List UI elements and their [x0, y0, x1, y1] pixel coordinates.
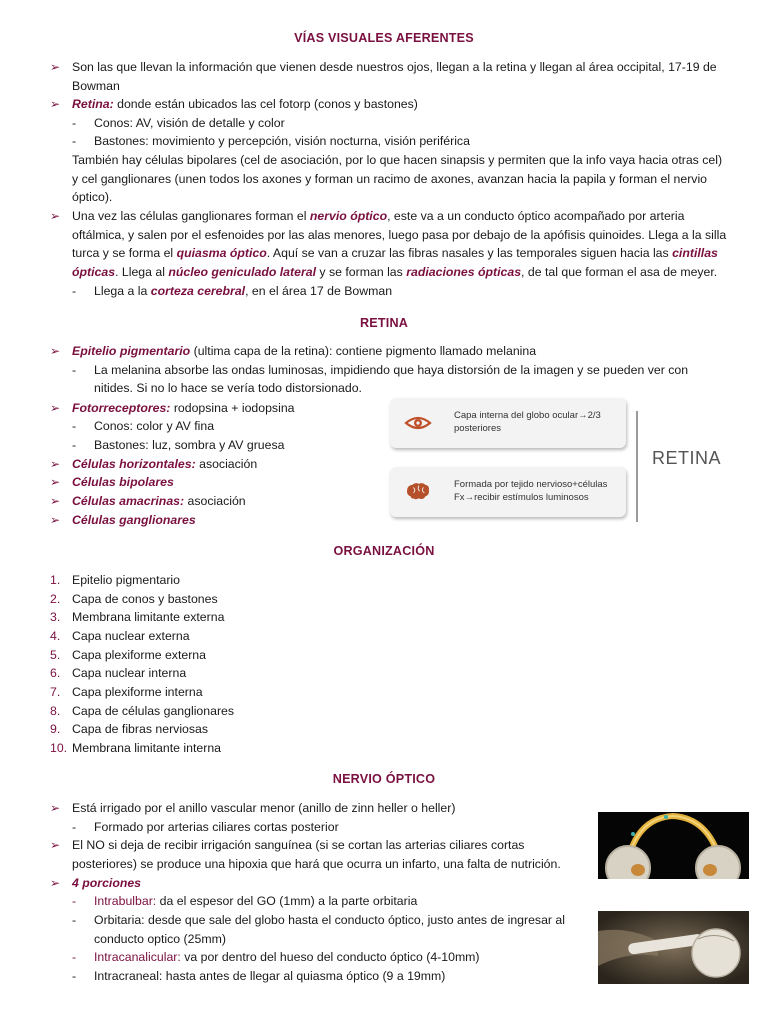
- bracket-divider: [636, 411, 638, 522]
- text-run: (ultima capa de la retina): contiene pigmento llamado melanina: [190, 344, 537, 358]
- paragraph-intro-line1: Son las que llevan la información que vienen desde nuestros ojos, llegan a la retina y llegan al área occipital, 17-19 de: [72, 60, 717, 74]
- text-run: posteriores: [454, 423, 501, 434]
- bullet-arrow: ➢: [50, 876, 61, 890]
- bullet-arrow: ➢: [50, 513, 61, 527]
- text-run: , en el área 17 de Bowman: [245, 284, 393, 298]
- bullet-arrow: ➢: [50, 401, 61, 415]
- paragraph-retina: [72, 95, 732, 114]
- list-number: 7.: [50, 685, 61, 699]
- term-intrabulbar: Intrabulbar:: [94, 894, 157, 908]
- paragraph-path-line2: oftálmica, y salen por el esfenoides por las alas menores, luego pasa por debajo de la apófisis quinoides. Llega a la silla: [72, 228, 727, 242]
- optic-nerve-illustration: [598, 812, 749, 879]
- retina-card-location: [390, 398, 626, 448]
- item-ganglionares: [72, 511, 372, 530]
- sub-item-intracraneal: Intracraneal: hasta antes de llegar al quiasma óptico (9 a 19mm): [94, 969, 446, 983]
- term-amacrinas: Células amacrinas:: [72, 494, 185, 508]
- item-bipolares: [72, 473, 372, 492]
- text-run: turca y se forma el: [72, 246, 177, 260]
- term-intracanalicular: Intracanalicular:: [94, 950, 181, 964]
- text-run: Una vez las células ganglionares forman el: [72, 209, 310, 223]
- bullet-arrow: ➢: [50, 97, 61, 111]
- sub-item-corteza: [94, 282, 734, 301]
- section-title-vias-visuales: VÍAS VISUALES AFERENTES: [294, 31, 474, 45]
- dash-marker: -: [72, 419, 77, 433]
- list-number: 2.: [50, 592, 61, 606]
- bullet-arrow: ➢: [50, 344, 61, 358]
- text-run: da el espesor del GO (1mm) a la parte orbitaria: [156, 894, 418, 908]
- sub-item-ciliares: Formado por arterias ciliares cortas posterior: [94, 820, 339, 834]
- term-quiasma-optico: quiasma óptico: [176, 246, 267, 260]
- text-run: y se forman las: [316, 265, 407, 279]
- arrow-glyph: →: [578, 410, 588, 421]
- text-run: asociación: [195, 457, 258, 471]
- dash-marker: -: [72, 894, 77, 908]
- dash-marker: -: [72, 363, 77, 377]
- paragraph-path-line3: [72, 244, 732, 263]
- list-item: Membrana limitante interna: [72, 741, 221, 755]
- term-horizontales: Células horizontales:: [72, 457, 196, 471]
- sub-item-orbitaria-line1: Orbitaria: desde que sale del globo hasta el conducto óptico, justo antes de ingresar al: [94, 913, 565, 927]
- term-nucleo-geniculado: núcleo geniculado lateral: [168, 265, 316, 279]
- text-run: , de tal que forman el asa de meyer.: [521, 265, 718, 279]
- bullet-arrow: ➢: [50, 838, 61, 852]
- term-fotorreceptores: Fotorreceptores:: [72, 401, 171, 415]
- sub-item-bastones: Bastones: movimiento y percepción, visión nocturna, visión periférica: [94, 134, 470, 148]
- sub-item-melanina-line2: nitides. Si no lo hace se vería todo distorsionado.: [94, 381, 362, 395]
- term-opticas: ópticas: [72, 265, 116, 279]
- list-item: Capa de fibras nerviosas: [72, 722, 209, 736]
- sub-item-conos-2: Conos: color y AV fina: [94, 419, 215, 433]
- card-location-text: [454, 409, 619, 435]
- dash-marker: -: [72, 969, 77, 983]
- term-epitelio: Epitelio pigmentario: [72, 344, 191, 358]
- term-4-porciones: 4 porciones: [72, 876, 142, 890]
- dash-marker: -: [72, 116, 77, 130]
- sub-item-conos: Conos: AV, visión de detalle y color: [94, 116, 285, 130]
- dash-marker: -: [72, 820, 77, 834]
- dash-marker: -: [72, 950, 77, 964]
- text-run: recibir estímulos luminosos: [474, 492, 589, 503]
- term-ganglionares: Células ganglionares: [72, 513, 196, 527]
- item-hipoxia-line1: El NO si deja de recibir irrigación sanguínea (si se cortan las arterias ciliares cortas: [72, 838, 525, 852]
- text-run: Formada por tejido nervioso+células: [454, 479, 608, 490]
- text-run: rodopsina + iodopsina: [170, 401, 295, 415]
- list-number: 10.: [50, 741, 68, 755]
- list-item: Capa de células ganglionares: [72, 704, 235, 718]
- sub-item-melanina-line1: La melanina absorbe las ondas luminosas, impidiendo que haya distorsión de la imagen y se pueden ver con: [94, 363, 689, 377]
- item-porciones: [72, 874, 372, 893]
- list-number: 9.: [50, 722, 61, 736]
- text-run: 2/3: [587, 410, 601, 421]
- list-number: 8.: [50, 704, 61, 718]
- bullet-arrow: ➢: [50, 209, 61, 223]
- sub-item-intrabulbar: [94, 892, 584, 911]
- card-function-text: [454, 478, 619, 504]
- item-amacrinas: [72, 492, 372, 511]
- retina-card-function: [390, 467, 626, 517]
- eye-globe-illustration: [598, 911, 749, 984]
- sub-item-bastones-2: Bastones: luz, sombra y AV gruesa: [94, 438, 285, 452]
- arrow-glyph: →: [464, 492, 475, 503]
- item-irrigacion: Está irrigado por el anillo vascular menor (anillo de zinn heller o heller): [72, 801, 456, 815]
- item-epitelio: [72, 342, 732, 361]
- term-bipolares: Células bipolares: [72, 475, 174, 489]
- list-item: Capa de conos y bastones: [72, 592, 218, 606]
- section-title-organizacion: ORGANIZACIÓN: [333, 544, 435, 558]
- bullet-arrow: ➢: [50, 60, 61, 74]
- list-item: Membrana limitante externa: [72, 610, 225, 624]
- text-run: . Aquí se van a cruzar las fibras nasales y las temporales siguen hacia las: [266, 246, 673, 260]
- text-run: asociación: [184, 494, 246, 508]
- item-hipoxia-line2: posteriores) se produce una hipoxia que hará que ocurra un infarto, una falta de nutrición.: [72, 857, 561, 871]
- paragraph-bipolares-line1: También hay células bipolares (cel de asociación, por lo que hacen sinapsis y permiten que la info vaya hacia otras cel): [72, 153, 723, 167]
- term-cintillas: cintillas: [672, 246, 718, 260]
- text-run: . Llega al: [115, 265, 169, 279]
- text-run: , este va a un conducto óptico acompañado por arteria: [387, 209, 685, 223]
- list-item: Capa nuclear externa: [72, 629, 190, 643]
- list-item: Epitelio pigmentario: [72, 573, 181, 587]
- section-title-retina: RETINA: [359, 316, 409, 330]
- paragraph-bipolares-line3: óptico).: [72, 190, 113, 204]
- item-horizontales: [72, 455, 372, 474]
- list-item: Capa nuclear interna: [72, 666, 187, 680]
- section-title-nervio-optico: NERVIO ÓPTICO: [332, 772, 436, 786]
- term-radiaciones-opticas: radiaciones ópticas: [406, 265, 522, 279]
- dash-marker: -: [72, 284, 77, 298]
- paragraph-path-line4: [72, 263, 732, 282]
- bullet-arrow: ➢: [50, 457, 61, 471]
- sub-item-orbitaria-line2: conducto optico (25mm): [94, 932, 226, 946]
- paragraph-intro-line2: Bowman: [72, 79, 120, 93]
- eye-icon: [404, 413, 432, 433]
- term-corteza-cerebral: corteza cerebral: [150, 284, 246, 298]
- dash-marker: -: [72, 438, 77, 452]
- text-run: Fx: [454, 492, 465, 503]
- brain-icon: [404, 482, 432, 502]
- paragraph-bipolares-line2: y cel ganglionares (unen todos los axones y forman un racimo de axones, avanzan hacia la papila y forman el nervio: [72, 172, 708, 186]
- list-number: 5.: [50, 648, 61, 662]
- term-retina: Retina:: [72, 97, 114, 111]
- list-number: 1.: [50, 573, 61, 587]
- bullet-arrow: ➢: [50, 475, 61, 489]
- bullet-arrow: ➢: [50, 494, 61, 508]
- term-nervio-optico: nervio óptico: [309, 209, 388, 223]
- retina-desc: donde están ubicados las cel fotorp (conos y bastones): [113, 97, 418, 111]
- dash-marker: -: [72, 913, 77, 927]
- list-number: 4.: [50, 629, 61, 643]
- retina-side-label: RETINA: [652, 448, 722, 468]
- text-run: Capa interna del globo ocular: [454, 410, 579, 421]
- text-run: va por dentro del hueso del conducto óptico (4-10mm): [180, 950, 480, 964]
- sub-item-intracanalicular: [94, 948, 584, 967]
- list-item: Capa plexiforme interna: [72, 685, 203, 699]
- paragraph-path-line1: [72, 207, 732, 226]
- list-item: Capa plexiforme externa: [72, 648, 206, 662]
- dash-marker: -: [72, 134, 77, 148]
- list-number: 3.: [50, 610, 61, 624]
- list-number: 6.: [50, 666, 61, 680]
- text-run: Llega a la: [94, 284, 151, 298]
- bullet-arrow: ➢: [50, 801, 61, 815]
